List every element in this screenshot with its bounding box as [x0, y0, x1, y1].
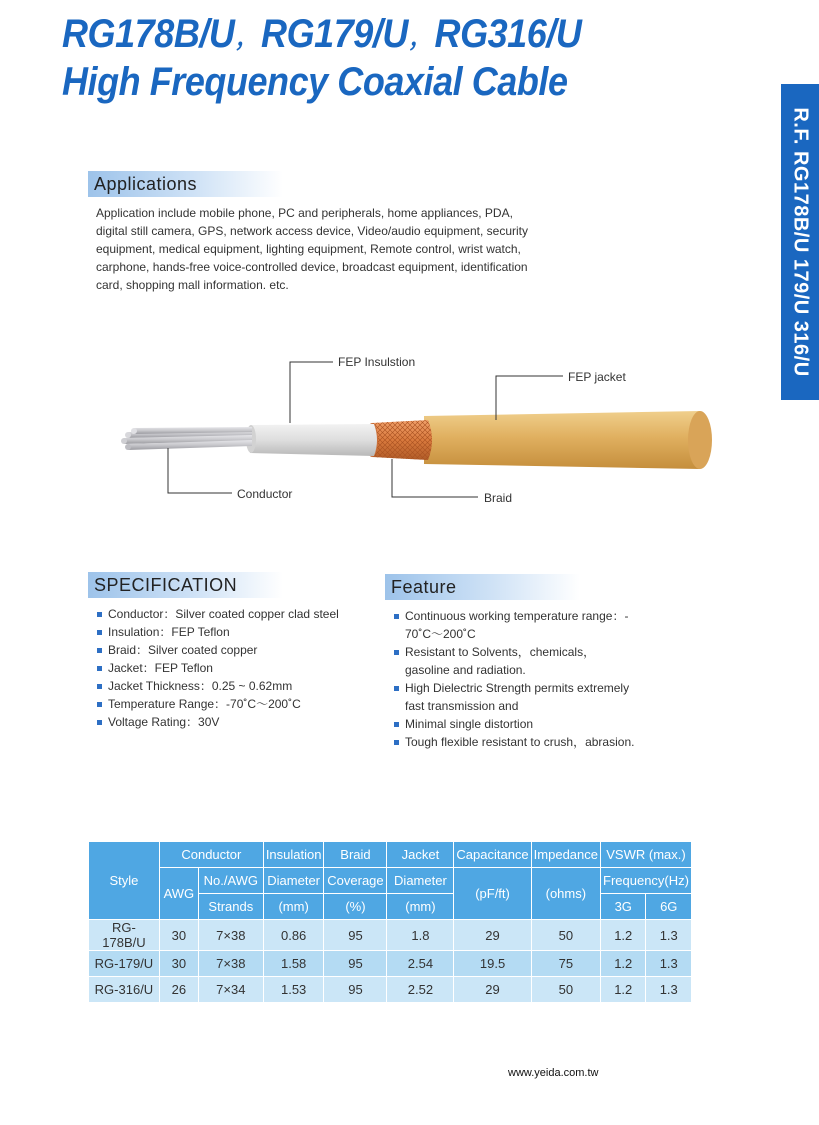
side-tab-label: R.F. RG178B/U 179/U 316/U [789, 107, 812, 377]
list-item: Jacket Thickness：0.25 ~ 0.62mm [96, 677, 376, 695]
title-part: RG179/U [261, 12, 408, 56]
table-cell: 1.8 [387, 920, 454, 951]
table-cell: RG-316/U [89, 977, 160, 1003]
table-row [89, 977, 692, 1003]
col-impedance: Impedance [531, 842, 600, 868]
label-fep-jacket: FEP jacket [568, 370, 626, 384]
list-item [393, 643, 683, 679]
table-cell: 1.3 [646, 977, 692, 1003]
feature-list [393, 607, 683, 751]
list-item-line: gasoline and radiation. [405, 663, 526, 677]
title-part: RG178B/U [62, 12, 235, 56]
list-item-line: Minimal single distortion [405, 717, 534, 731]
table-cell: 1.2 [601, 977, 646, 1003]
list-item-line: fast transmission and [405, 699, 519, 713]
table-cell: 7×34 [198, 977, 263, 1003]
insulation-shape [246, 424, 377, 456]
table-row [89, 951, 692, 977]
applications-line: equipment, medical equipment, lighting equipment, Remote control, wrist watch, [96, 242, 521, 256]
col-no-awg-sub: Strands [198, 894, 263, 920]
col-3g: 3G [601, 894, 646, 920]
col-capacitance-unit: (pF/ft) [454, 868, 531, 920]
col-braid: Braid [324, 842, 387, 868]
table-cell: 30 [159, 951, 198, 977]
table-cell: 7×38 [198, 951, 263, 977]
list-item [393, 679, 683, 715]
table-cell: 1.2 [601, 920, 646, 951]
table-cell: 1.58 [263, 951, 324, 977]
table-cell: 1.3 [646, 920, 692, 951]
table-cell: 1.3 [646, 951, 692, 977]
applications-line: Application include mobile phone, PC and peripherals, home appliances, PDA, [96, 206, 513, 220]
col-6g: 6G [646, 894, 692, 920]
col-braid-sub: Coverage [324, 868, 387, 894]
list-item-line: Continuous working temperature range：- [405, 609, 629, 623]
col-style: Style [89, 842, 160, 920]
table-cell: 2.54 [387, 951, 454, 977]
jacket-shape [424, 411, 712, 469]
col-insulation: Insulation [263, 842, 324, 868]
feature-heading: Feature [385, 574, 580, 600]
table-cell: 29 [454, 977, 531, 1003]
list-item: Conductor：Silver coated copper clad steel [96, 605, 376, 623]
table-cell: 50 [531, 977, 600, 1003]
list-item-line: High Dielectric Strength permits extremely [405, 681, 630, 695]
list-item: Braid：Silver coated copper [96, 641, 376, 659]
list-item: Temperature Range：-70˚C～200˚C [96, 695, 376, 713]
conductor-shape [121, 427, 252, 450]
page-title-line2: High Frequency Coaxial Cable [62, 60, 568, 104]
footer-url: www.yeida.com.tw [508, 1067, 599, 1079]
col-jacket: Jacket [387, 842, 454, 868]
table-cell: 2.52 [387, 977, 454, 1003]
specification-list [96, 605, 376, 731]
specification-heading: SPECIFICATION [88, 572, 283, 598]
col-insulation-unit: (mm) [263, 894, 324, 920]
table-cell: 26 [159, 977, 198, 1003]
applications-line: digital still camera, GPS, network access device, Video/audio equipment, security [96, 224, 528, 238]
list-item-line: Resistant to Solvents，chemicals， [405, 645, 596, 659]
label-conductor: Conductor [237, 487, 293, 501]
applications-line: carphone, hands-free voice-controlled device, broadcast equipment, identification [96, 260, 528, 274]
col-conductor: Conductor [159, 842, 263, 868]
table-cell: 1.53 [263, 977, 324, 1003]
table-cell: 75 [531, 951, 600, 977]
list-item: Jacket：FEP Teflon [96, 659, 376, 677]
table-cell: 29 [454, 920, 531, 951]
label-braid: Braid [484, 491, 513, 505]
list-item: Insulation：FEP Teflon [96, 623, 376, 641]
table-row [89, 920, 692, 951]
applications-heading: Applications [88, 171, 283, 197]
table-cell: 95 [324, 977, 387, 1003]
table-cell: 95 [324, 951, 387, 977]
col-vswr: VSWR (max.) [601, 842, 692, 868]
col-braid-unit: (%) [324, 894, 387, 920]
applications-text [96, 204, 566, 294]
col-frequency: Frequency(Hz) [601, 868, 692, 894]
label-fep-insulation: FEP Insulstion [338, 355, 416, 369]
list-item-line: 70˚C～200˚C [405, 627, 476, 641]
table-cell: RG-179/U [89, 951, 160, 977]
list-item [393, 607, 683, 643]
table-cell: 1.2 [601, 951, 646, 977]
col-jacket-sub: Diameter [387, 868, 454, 894]
table-cell: 30 [159, 920, 198, 951]
table-cell: 7×38 [198, 920, 263, 951]
title-separator: ， [236, 21, 260, 52]
side-tab [781, 84, 819, 400]
list-item [393, 715, 683, 733]
list-item: Voltage Rating：30V [96, 713, 376, 731]
col-capacitance: Capacitance [454, 842, 531, 868]
table-cell: 95 [324, 920, 387, 951]
table-cell: 19.5 [454, 951, 531, 977]
table-cell: 0.86 [263, 920, 324, 951]
spec-table [88, 841, 692, 1003]
list-item-line: Tough flexible resistant to crush，abrasion. [405, 735, 635, 749]
col-awg: AWG [159, 868, 198, 920]
title-separator: ， [409, 21, 433, 52]
table-cell: RG-178B/U [89, 920, 160, 951]
col-jacket-unit: (mm) [387, 894, 454, 920]
table-cell: 50 [531, 920, 600, 951]
applications-line: card, shopping mall information. etc. [96, 278, 289, 292]
list-item [393, 733, 683, 751]
col-insulation-sub: Diameter [263, 868, 324, 894]
title-part: RG316/U [434, 12, 582, 56]
page-title-line1 [62, 12, 581, 58]
col-no-awg: No./AWG [198, 868, 263, 894]
col-impedance-unit: (ohms) [531, 868, 600, 920]
